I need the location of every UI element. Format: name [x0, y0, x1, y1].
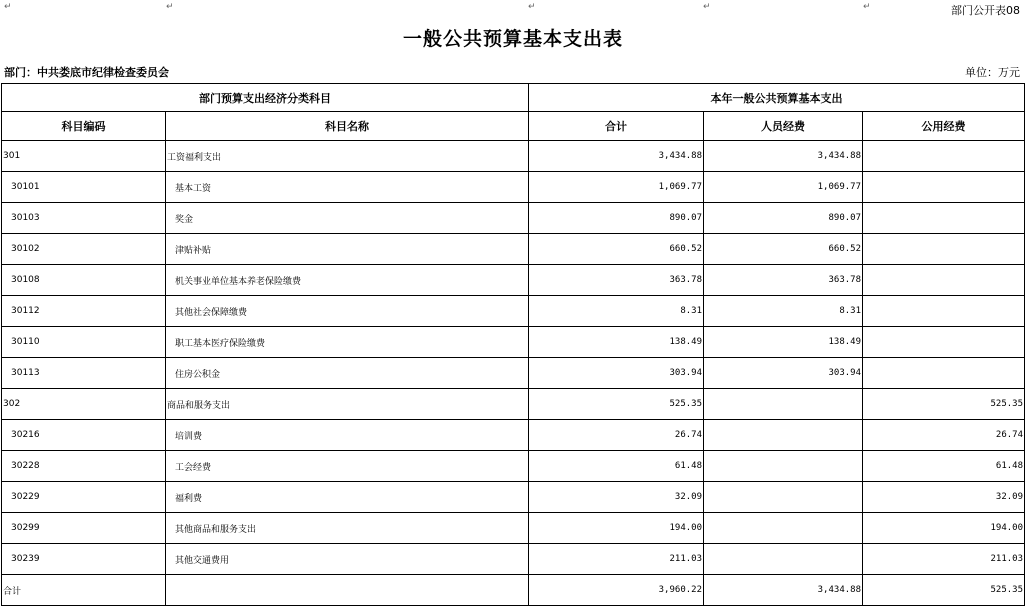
cell-total: 211.03: [529, 544, 704, 575]
cell-name: 福利费: [166, 482, 529, 513]
cell-name: 基本工资: [166, 172, 529, 203]
table-row: [2, 203, 1025, 234]
cell-personnel: 138.49: [704, 327, 863, 358]
table-row: [2, 482, 1025, 513]
cell-total: 525.35: [529, 389, 704, 420]
cell-public: 26.74: [863, 420, 1025, 451]
cell-total: 363.78: [529, 265, 704, 296]
cell-total: 61.48: [529, 451, 704, 482]
total-row-personnel: 3,434.88: [704, 575, 863, 606]
cell-name: 奖金: [166, 203, 529, 234]
paragraph-mark: ↵: [528, 2, 536, 12]
cell-total: 8.31: [529, 296, 704, 327]
cell-personnel: 303.94: [704, 358, 863, 389]
cell-total: 1,069.77: [529, 172, 704, 203]
group-header-row: [2, 84, 1025, 112]
table-row: [2, 234, 1025, 265]
department-label: 部门：中共娄底市纪律检查委员会: [4, 66, 169, 79]
cell-personnel: [704, 451, 863, 482]
table-row: [2, 358, 1025, 389]
paragraph-mark: ↵: [4, 2, 12, 12]
cell-name: 其他社会保障缴费: [166, 296, 529, 327]
table-row: [2, 451, 1025, 482]
cell-public: [863, 172, 1025, 203]
cell-code: 30108: [2, 265, 166, 296]
cell-public: [863, 234, 1025, 265]
cell-name: 其他商品和服务支出: [166, 513, 529, 544]
cell-code: 301: [2, 141, 166, 172]
cell-public: 194.00: [863, 513, 1025, 544]
table-row: [2, 420, 1025, 451]
table-row: [2, 513, 1025, 544]
cell-personnel: [704, 420, 863, 451]
column-header-total: 合计: [529, 112, 704, 141]
table-row: [2, 265, 1025, 296]
cell-code: 30113: [2, 358, 166, 389]
cell-public: [863, 141, 1025, 172]
cell-code: 30239: [2, 544, 166, 575]
cell-total: 303.94: [529, 358, 704, 389]
total-row-label: 合计: [2, 575, 166, 606]
cell-name: 津贴补贴: [166, 234, 529, 265]
cell-personnel: [704, 513, 863, 544]
cell-personnel: 1,069.77: [704, 172, 863, 203]
cell-personnel: 363.78: [704, 265, 863, 296]
cell-name: 工会经费: [166, 451, 529, 482]
cell-personnel: 660.52: [704, 234, 863, 265]
table-row: [2, 327, 1025, 358]
cell-public: 525.35: [863, 389, 1025, 420]
group-header-expenditure: 本年一般公共预算基本支出: [529, 84, 1025, 112]
cell-name: 工资福利支出: [166, 141, 529, 172]
unit-label: 单位：万元: [965, 66, 1020, 79]
cell-total: 660.52: [529, 234, 704, 265]
cell-code: 30112: [2, 296, 166, 327]
cell-public: 32.09: [863, 482, 1025, 513]
cell-public: [863, 327, 1025, 358]
table-row: [2, 389, 1025, 420]
cell-personnel: [704, 482, 863, 513]
column-header-personnel: 人员经费: [704, 112, 863, 141]
expenditure-table: [1, 83, 1025, 606]
cell-public: [863, 265, 1025, 296]
cell-code: 30229: [2, 482, 166, 513]
cell-name: 职工基本医疗保险缴费: [166, 327, 529, 358]
table-row: [2, 141, 1025, 172]
total-row-public: 525.35: [863, 575, 1025, 606]
cell-public: 61.48: [863, 451, 1025, 482]
cell-name: 住房公积金: [166, 358, 529, 389]
cell-code: 30101: [2, 172, 166, 203]
cell-code: 30228: [2, 451, 166, 482]
cell-name: 商品和服务支出: [166, 389, 529, 420]
cell-name: 其他交通费用: [166, 544, 529, 575]
cell-personnel: 3,434.88: [704, 141, 863, 172]
cell-code: 30103: [2, 203, 166, 234]
page-title: 一般公共预算基本支出表: [402, 28, 623, 50]
cell-personnel: [704, 544, 863, 575]
paragraph-mark: ↵: [863, 2, 871, 12]
paragraph-mark: ↵: [703, 2, 711, 12]
total-row-total: 3,960.22: [529, 575, 704, 606]
table-row: [2, 296, 1025, 327]
cell-public: [863, 203, 1025, 234]
cell-code: 30216: [2, 420, 166, 451]
column-header-name: 科目名称: [166, 112, 529, 141]
column-header-public: 公用经费: [863, 112, 1025, 141]
table-row: [2, 544, 1025, 575]
cell-total: 3,434.88: [529, 141, 704, 172]
cell-code: 30299: [2, 513, 166, 544]
column-header-code: 科目编码: [2, 112, 166, 141]
cell-public: [863, 296, 1025, 327]
cell-code: 30110: [2, 327, 166, 358]
column-header-row: [2, 112, 1025, 141]
cell-personnel: 890.07: [704, 203, 863, 234]
table-row: [2, 172, 1025, 203]
cell-name: 培训费: [166, 420, 529, 451]
cell-code: 302: [2, 389, 166, 420]
group-header-classification: 部门预算支出经济分类科目: [2, 84, 529, 112]
cell-total: 890.07: [529, 203, 704, 234]
cell-public: 211.03: [863, 544, 1025, 575]
cell-personnel: [704, 389, 863, 420]
paragraph-mark: ↵: [166, 2, 174, 12]
cell-code: 30102: [2, 234, 166, 265]
cell-total: 138.49: [529, 327, 704, 358]
cell-name: 机关事业单位基本养老保险缴费: [166, 265, 529, 296]
cell-total: 32.09: [529, 482, 704, 513]
form-number-label: 部门公开表08: [951, 4, 1020, 17]
cell-public: [863, 358, 1025, 389]
cell-total: 194.00: [529, 513, 704, 544]
cell-total: 26.74: [529, 420, 704, 451]
cell-personnel: 8.31: [704, 296, 863, 327]
total-row-name: [166, 575, 529, 606]
total-row: [2, 575, 1025, 606]
